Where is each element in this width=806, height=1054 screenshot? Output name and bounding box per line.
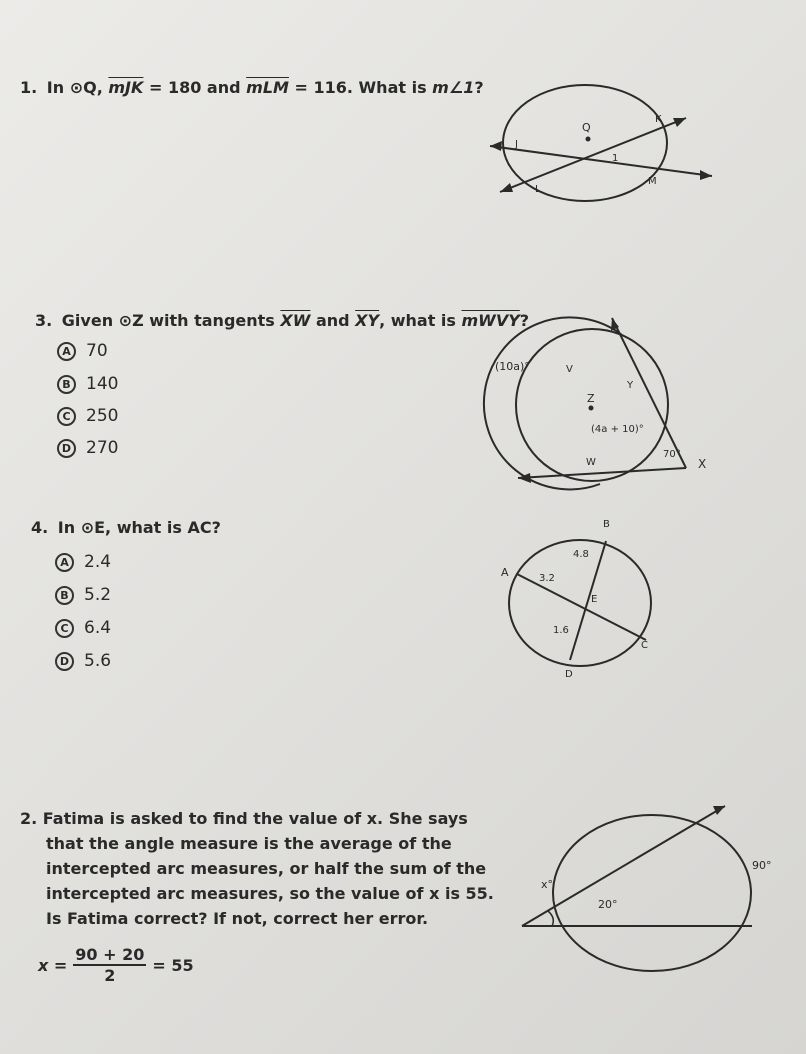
q1-text-b: = 180 and xyxy=(143,78,247,97)
q1-label-k: K xyxy=(655,114,662,125)
q2-label-arc-big: 90° xyxy=(752,859,772,872)
q2-line-5: Is Fatima correct? If not, correct her error. xyxy=(46,909,429,928)
q4-option-b[interactable] xyxy=(55,585,111,605)
q4-option-d[interactable] xyxy=(55,651,111,671)
q3-option-c[interactable] xyxy=(57,406,118,426)
q2-prompt xyxy=(20,806,494,931)
q1-line-lk xyxy=(500,118,686,192)
q4-option-d-value: 5.6 xyxy=(84,651,112,671)
q4-option-c-bubble[interactable]: C xyxy=(55,619,74,638)
q1-arc-lm: $\overline{mLM}$ xyxy=(246,78,289,97)
q3-option-d[interactable] xyxy=(57,438,118,458)
q4-option-b-bubble[interactable]: B xyxy=(55,586,74,605)
q1-figure xyxy=(490,85,712,201)
q4-option-c-value: 6.4 xyxy=(84,618,112,638)
q3-arc-wvy xyxy=(484,317,622,489)
q1-number: 1. xyxy=(20,78,38,97)
q1-center-dot xyxy=(586,137,591,142)
q3-ray-xy xyxy=(612,318,686,468)
q2-angle-arc xyxy=(548,911,553,926)
q3-prompt xyxy=(35,311,529,330)
q2-line-1-text: Fatima is asked to find the value of x. She says xyxy=(42,809,468,828)
q1-label-angle-1: 1 xyxy=(612,153,619,164)
q3-ray-xy-label: $\overline{XY}$ xyxy=(355,311,380,330)
q1-text-c: = 116. What is xyxy=(288,78,433,97)
q2-secant-upper xyxy=(522,806,725,926)
q3-ray-xw xyxy=(518,468,686,478)
q4-label-e: E xyxy=(591,594,598,605)
q3-label-x: X xyxy=(698,457,707,471)
q2-line-1 xyxy=(20,806,494,831)
q4-option-c[interactable] xyxy=(55,618,111,638)
q2-equation-rhs: = 55 xyxy=(152,955,194,975)
q3-number: 3. xyxy=(35,311,53,330)
q4-option-a-value: 2.4 xyxy=(84,552,112,572)
q2-equation xyxy=(38,945,194,985)
q3-label-w: W xyxy=(586,457,596,468)
q4-label-a: A xyxy=(501,566,509,579)
q3-option-b-value: 140 xyxy=(86,374,119,394)
q2-label-arc-small: 20° xyxy=(598,898,618,911)
q3-center-dot xyxy=(589,406,594,411)
q3-arc-label: mWVY xyxy=(461,311,520,330)
q2-line-2: that the angle measure is the average of the xyxy=(46,834,452,853)
q3-label-v: V xyxy=(566,364,573,375)
q4-label-ae: 3.2 xyxy=(539,573,555,584)
q4-label-de: 1.6 xyxy=(553,625,569,636)
q2-fraction xyxy=(73,945,146,985)
q1-circle xyxy=(503,85,667,201)
q4-option-b-value: 5.2 xyxy=(84,585,112,605)
q3-text-a: Given ⊙Z with tangents xyxy=(61,311,281,330)
q1-angle: m∠1 xyxy=(432,78,475,97)
q2-denominator: 2 xyxy=(104,966,116,985)
q1-label-m: M xyxy=(648,176,657,187)
q2-label-x: x° xyxy=(541,878,554,891)
q2-figure xyxy=(522,806,772,971)
q3-label-z: Z xyxy=(587,392,595,405)
q4-option-a[interactable] xyxy=(55,552,111,572)
q1-text-d: ? xyxy=(474,78,484,97)
q2-number: 2. xyxy=(20,809,38,828)
q1-label-j: J xyxy=(515,139,518,150)
q4-label-d: D xyxy=(565,669,573,680)
q4-prompt xyxy=(31,518,221,537)
q3-ray-xw-label: $\overline{XW}$ xyxy=(280,311,311,330)
q3-option-a-bubble[interactable]: A xyxy=(57,342,76,361)
q3-label-angle: 70° xyxy=(663,449,681,460)
q4-number: 4. xyxy=(31,518,49,537)
q4-chord-ac xyxy=(517,574,646,640)
q4-option-d-bubble[interactable]: D xyxy=(55,652,74,671)
q3-label-y: Y xyxy=(627,380,634,391)
q3-option-c-value: 250 xyxy=(86,406,119,426)
q2-line-4: intercepted arc measures, so the value of x is 55. xyxy=(46,884,494,903)
q3-text-b: and xyxy=(310,311,356,330)
q3-figure xyxy=(484,317,706,489)
q4-option-a-bubble[interactable]: A xyxy=(55,553,74,572)
q3-option-d-value: 270 xyxy=(86,438,119,458)
q3-option-d-bubble[interactable]: D xyxy=(57,439,76,458)
q3-label-arc-top: (10a)° xyxy=(495,360,530,373)
q3-option-a-value: 70 xyxy=(86,341,108,361)
q1-arrow-l xyxy=(500,183,513,192)
q1-arc-jk: $\overline{mJK}$ xyxy=(108,78,144,97)
q2-circle xyxy=(553,815,751,971)
q3-text-c: , what is xyxy=(379,311,462,330)
q2-arrow-upper xyxy=(713,806,725,815)
q2-numerator: 90 + 20 xyxy=(75,945,145,964)
q2-line-3: intercepted arc measures, or half the sum of the xyxy=(46,859,487,878)
q1-arrow-j xyxy=(490,141,502,151)
q1-label-l: L xyxy=(535,184,541,195)
q2-equation-lhs: x = xyxy=(38,955,68,975)
q3-option-b[interactable] xyxy=(57,374,118,394)
q4-label-c: C xyxy=(641,640,648,651)
q4-text: In ⊙E, what is AC? xyxy=(57,518,221,537)
q4-label-be: 4.8 xyxy=(573,549,589,560)
q3-option-a[interactable] xyxy=(57,341,108,361)
q3-label-arc-bottom: (4a + 10)° xyxy=(591,424,644,435)
q3-option-c-bubble[interactable]: C xyxy=(57,407,76,426)
q1-text-a: In ⊙Q, xyxy=(46,78,109,97)
q4-figure xyxy=(501,519,651,680)
q1-label-q: Q xyxy=(582,121,591,134)
q4-label-b: B xyxy=(603,519,610,530)
q1-line-jm xyxy=(490,146,712,176)
q3-option-b-bubble[interactable]: B xyxy=(57,375,76,394)
q3-text-d: ? xyxy=(519,311,530,330)
